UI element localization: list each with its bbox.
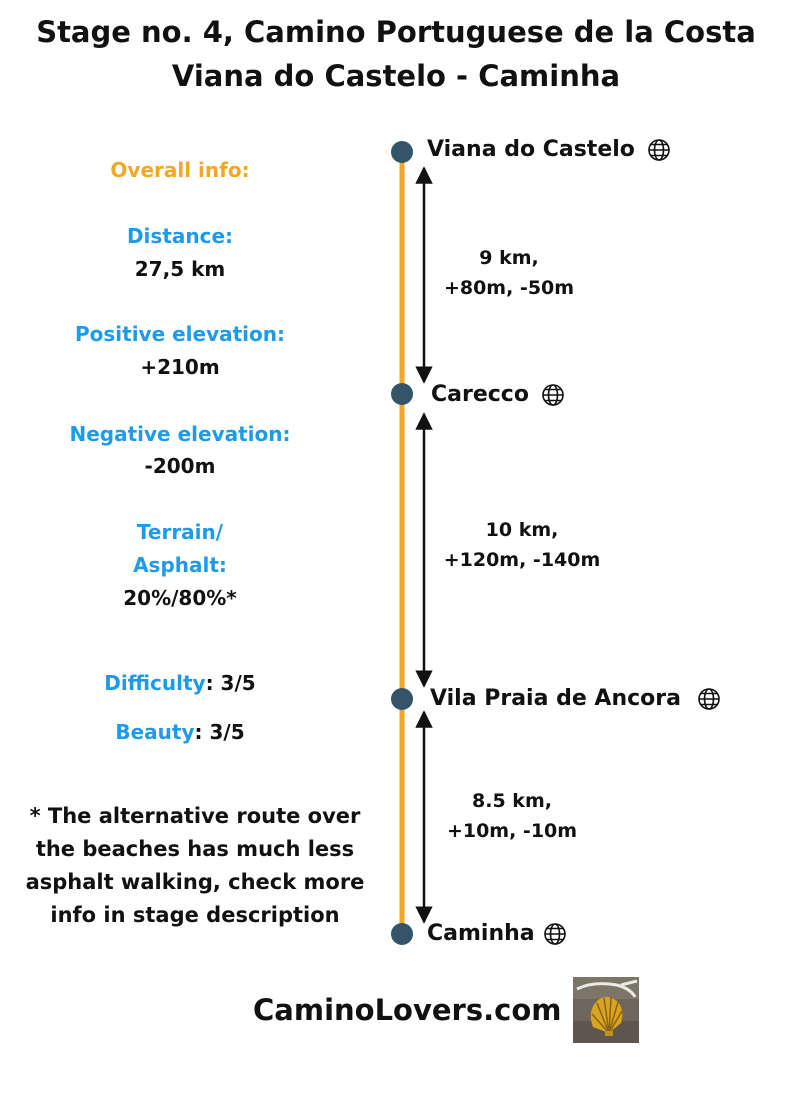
note-line-2: the beaches has much less — [35, 837, 355, 861]
stop-dot-viana — [391, 141, 413, 163]
segment-elevation: +120m, -140m — [443, 549, 601, 571]
beauty-label: Beauty — [115, 720, 195, 744]
negative-elevation-value: -200m — [144, 454, 216, 478]
note-line-3: asphalt walking, check more — [25, 870, 365, 894]
segment-2-label — [412, 515, 632, 575]
stop-dot-carecco — [391, 383, 413, 405]
stop-name: Caminha — [427, 921, 535, 946]
stop-dot-vila-praia — [391, 688, 413, 710]
globe-icon[interactable] — [543, 922, 567, 946]
note-line-1: * The alternative route over — [29, 804, 361, 828]
stop-name: Carecco — [431, 382, 529, 407]
stop-dot-caminha — [391, 923, 413, 945]
terrain-label: Terrain/ — [136, 520, 224, 544]
beauty-value: : 3/5 — [194, 720, 245, 744]
brand-name: CaminoLovers.com — [253, 993, 562, 1027]
positive-elevation-value: +210m — [140, 355, 220, 379]
stop-caminha — [427, 922, 567, 946]
asphalt-label: Asphalt: — [133, 553, 227, 577]
segment-elevation: +80m, -50m — [443, 277, 575, 299]
segment-elevation: +10m, -10m — [446, 820, 578, 842]
scallop-shell-icon — [573, 977, 639, 1043]
page-subtitle: Viana do Castelo - Caminha — [171, 59, 621, 93]
stop-carecco — [431, 383, 565, 407]
terrain-value: 20%/80%* — [123, 586, 237, 610]
segment-3-label — [402, 786, 622, 846]
stop-name: Vila Praia de Ancora — [430, 686, 681, 711]
segment-distance: 8.5 km, — [472, 790, 552, 812]
difficulty-value: : 3/5 — [205, 671, 256, 695]
segment-1-label — [399, 243, 619, 303]
page-title: Stage no. 4, Camino Portuguese de la Costa — [36, 15, 756, 49]
globe-icon[interactable] — [697, 687, 721, 711]
overall-info-heading: Overall info: — [110, 158, 250, 182]
difficulty-label: Difficulty — [104, 671, 206, 695]
positive-elevation-label: Positive elevation: — [74, 322, 286, 346]
distance-value: 27,5 km — [134, 257, 226, 281]
stop-viana-do-castelo — [427, 138, 671, 162]
globe-icon[interactable] — [647, 138, 671, 162]
distance-label: Distance: — [126, 224, 234, 248]
segment-distance: 10 km, — [485, 519, 559, 541]
globe-icon[interactable] — [541, 383, 565, 407]
segment-distance: 9 km, — [479, 247, 539, 269]
stop-vila-praia-de-ancora — [430, 687, 721, 711]
negative-elevation-label: Negative elevation: — [69, 422, 291, 446]
note-line-4: info in stage description — [50, 903, 340, 927]
stop-name: Viana do Castelo — [427, 137, 635, 162]
